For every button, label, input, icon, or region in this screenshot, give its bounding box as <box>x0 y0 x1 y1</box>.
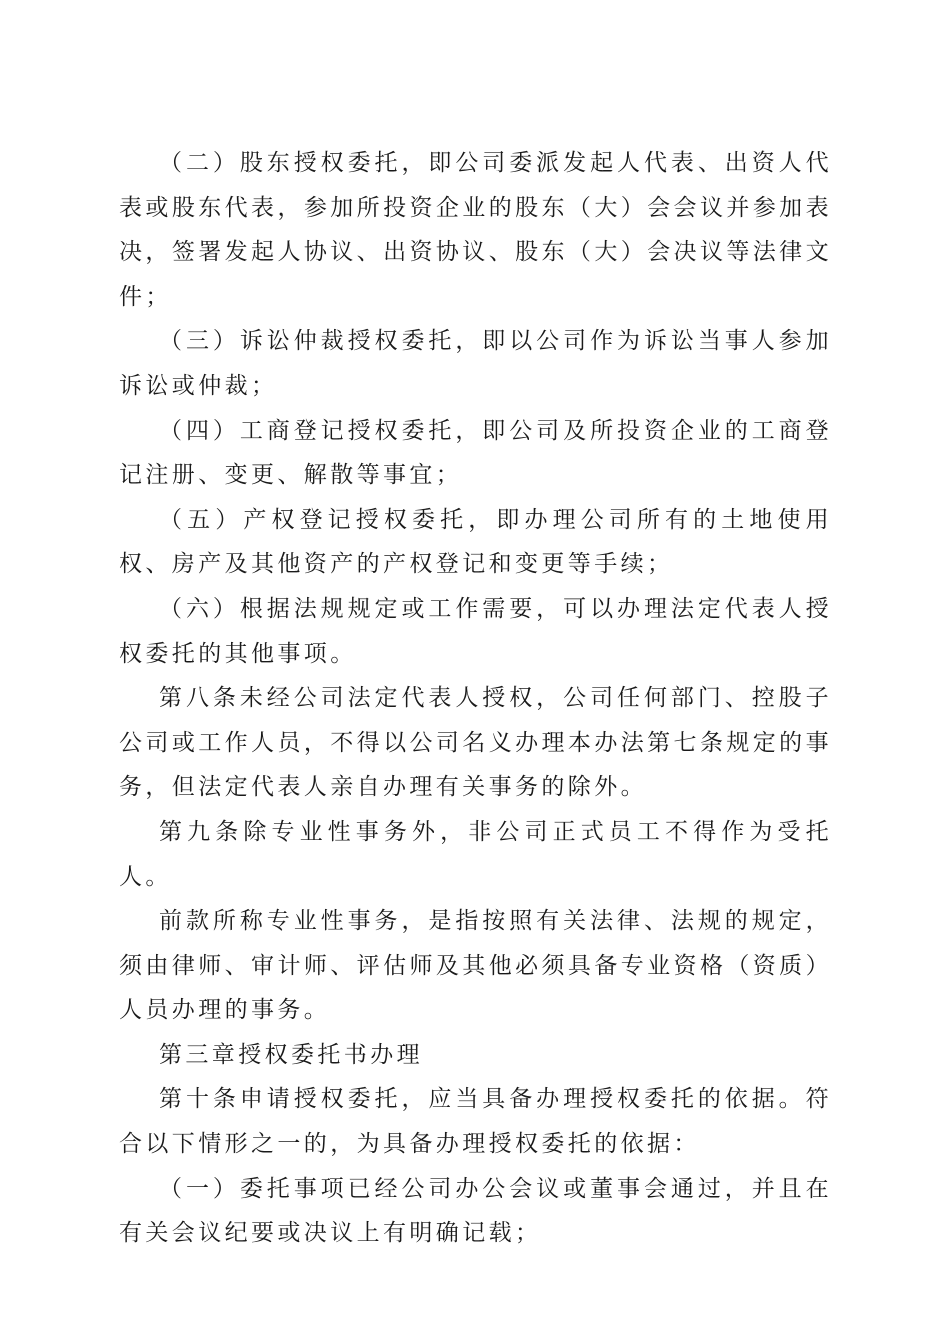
document-body <box>119 141 832 1256</box>
paragraph-article-8: 第八条未经公司法定代表人授权，公司任何部门、控股子公司或工作人员，不得以公司名义办理本办法第七条规定的事务，但法定代表人亲自办理有关事务的除外。 <box>119 685 832 801</box>
paragraph-article-9: 第九条除专业性事务外，非公司正式员工不得作为受托人。 <box>119 818 832 890</box>
paragraph-professional-matters: 前款所称专业性事务，是指按照有关法律、法规的规定，须由律师、审计师、评估师及其他必须具备专业资格（资质）人员办理的事务。 <box>119 908 832 1024</box>
paragraph-property-registration-authorization: （五）产权登记授权委托，即办理公司所有的土地使用权、房产及其他资产的产权登记和变更等手续； <box>119 506 832 578</box>
chapter-3-heading: 第三章授权委托书办理 <box>159 1041 423 1068</box>
paragraph-shareholder-authorization: （二）股东授权委托，即公司委派发起人代表、出资人代表或股东代表，参加所投资企业的股东（大）会会议并参加表决，签署发起人协议、出资协议、股东（大）会决议等法律文件； <box>119 150 832 310</box>
paragraph-litigation-authorization: （三）诉讼仲裁授权委托，即以公司作为诉讼当事人参加诉讼或仲裁； <box>119 328 832 399</box>
paragraph-business-registration-authorization: （四）工商登记授权委托，即公司及所投资企业的工商登记注册、变更、解散等事宜； <box>119 417 832 489</box>
paragraph-article-10: 第十条申请授权委托，应当具备办理授权委托的依据。符合以下情形之一的，为具备办理授权委托的依据： <box>119 1086 832 1158</box>
paragraph-other-matters: （六）根据法规规定或工作需要，可以办理法定代表人授权委托的其他事项。 <box>119 595 832 667</box>
paragraph-basis-item-1: （一）委托事项已经公司办公会议或董事会通过，并且在有关会议纪要或决议上有明确记载； <box>119 1175 832 1247</box>
